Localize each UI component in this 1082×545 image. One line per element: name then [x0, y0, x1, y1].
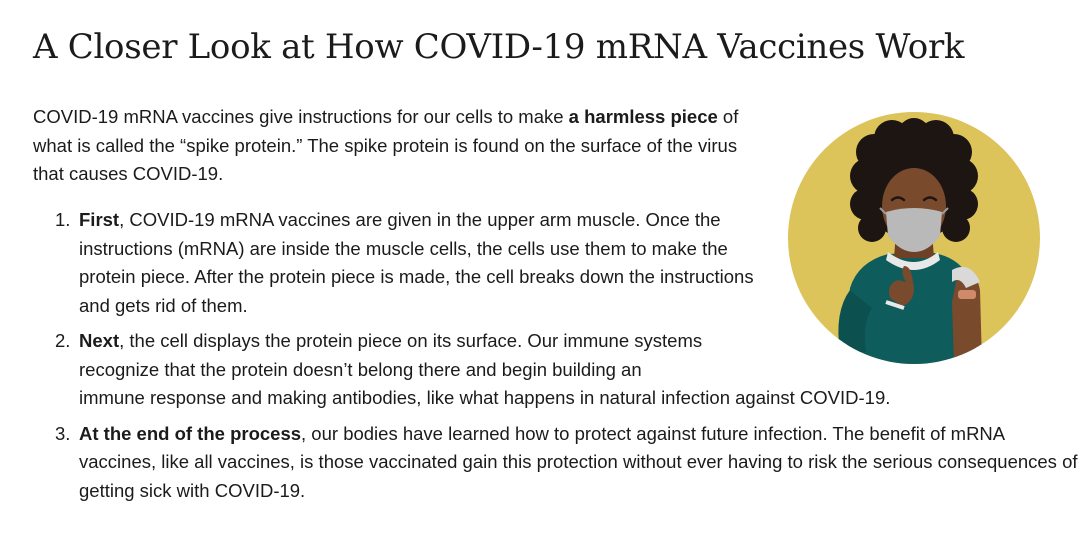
step-lead: At the end of the process — [79, 422, 302, 444]
intro-paragraph — [33, 103, 773, 189]
step-number: 3. — [55, 422, 71, 444]
step-text-line-1: , the cell displays the protein piece on its surface. Our immune systems — [119, 330, 703, 351]
step-number: 2. — [55, 330, 71, 351]
step-lead: Next — [79, 330, 120, 351]
intro-emphasis: a harmless piece — [568, 106, 718, 127]
step-lead: First — [79, 209, 120, 230]
bandage — [958, 290, 976, 299]
vaccinated-person-illustration — [788, 112, 1040, 364]
step-text: , our bodies have learned how to protect against future infection. The benefit of mRNA vaccines, like all vaccines, is those vaccinated gain this protection without ever having to risk the serious consequences of getting sick with COVID-19. — [79, 422, 1078, 501]
step-text-line-2: recognize that the protein doesn’t belong there and begin building an — [79, 358, 642, 380]
intro-text-end: of what is called the “spike protein.” The spike protein is found on the surface of the virus that causes COVID-19. — [33, 106, 739, 184]
page-title: A Closer Look at How COVID-19 mRNA Vaccines Work — [33, 27, 965, 67]
step-number: 1. — [55, 209, 71, 230]
step-text-line-3: immune response and making antibodies, like what happens in natural infection against COVID-19. — [79, 387, 891, 408]
step-item-first — [33, 206, 779, 320]
step-item-end-of-process — [33, 420, 1079, 506]
intro-text-start: COVID-19 mRNA vaccines give instructions for our cells to make — [33, 106, 569, 127]
step-text: , COVID-19 mRNA vaccines are given in the upper arm muscle. Once the instructions (mRNA) are inside the muscle cells, the cells use them to make the protein piece. After the protein piece is made, the cell breaks down the instructions and gets rid of them. — [79, 209, 754, 316]
